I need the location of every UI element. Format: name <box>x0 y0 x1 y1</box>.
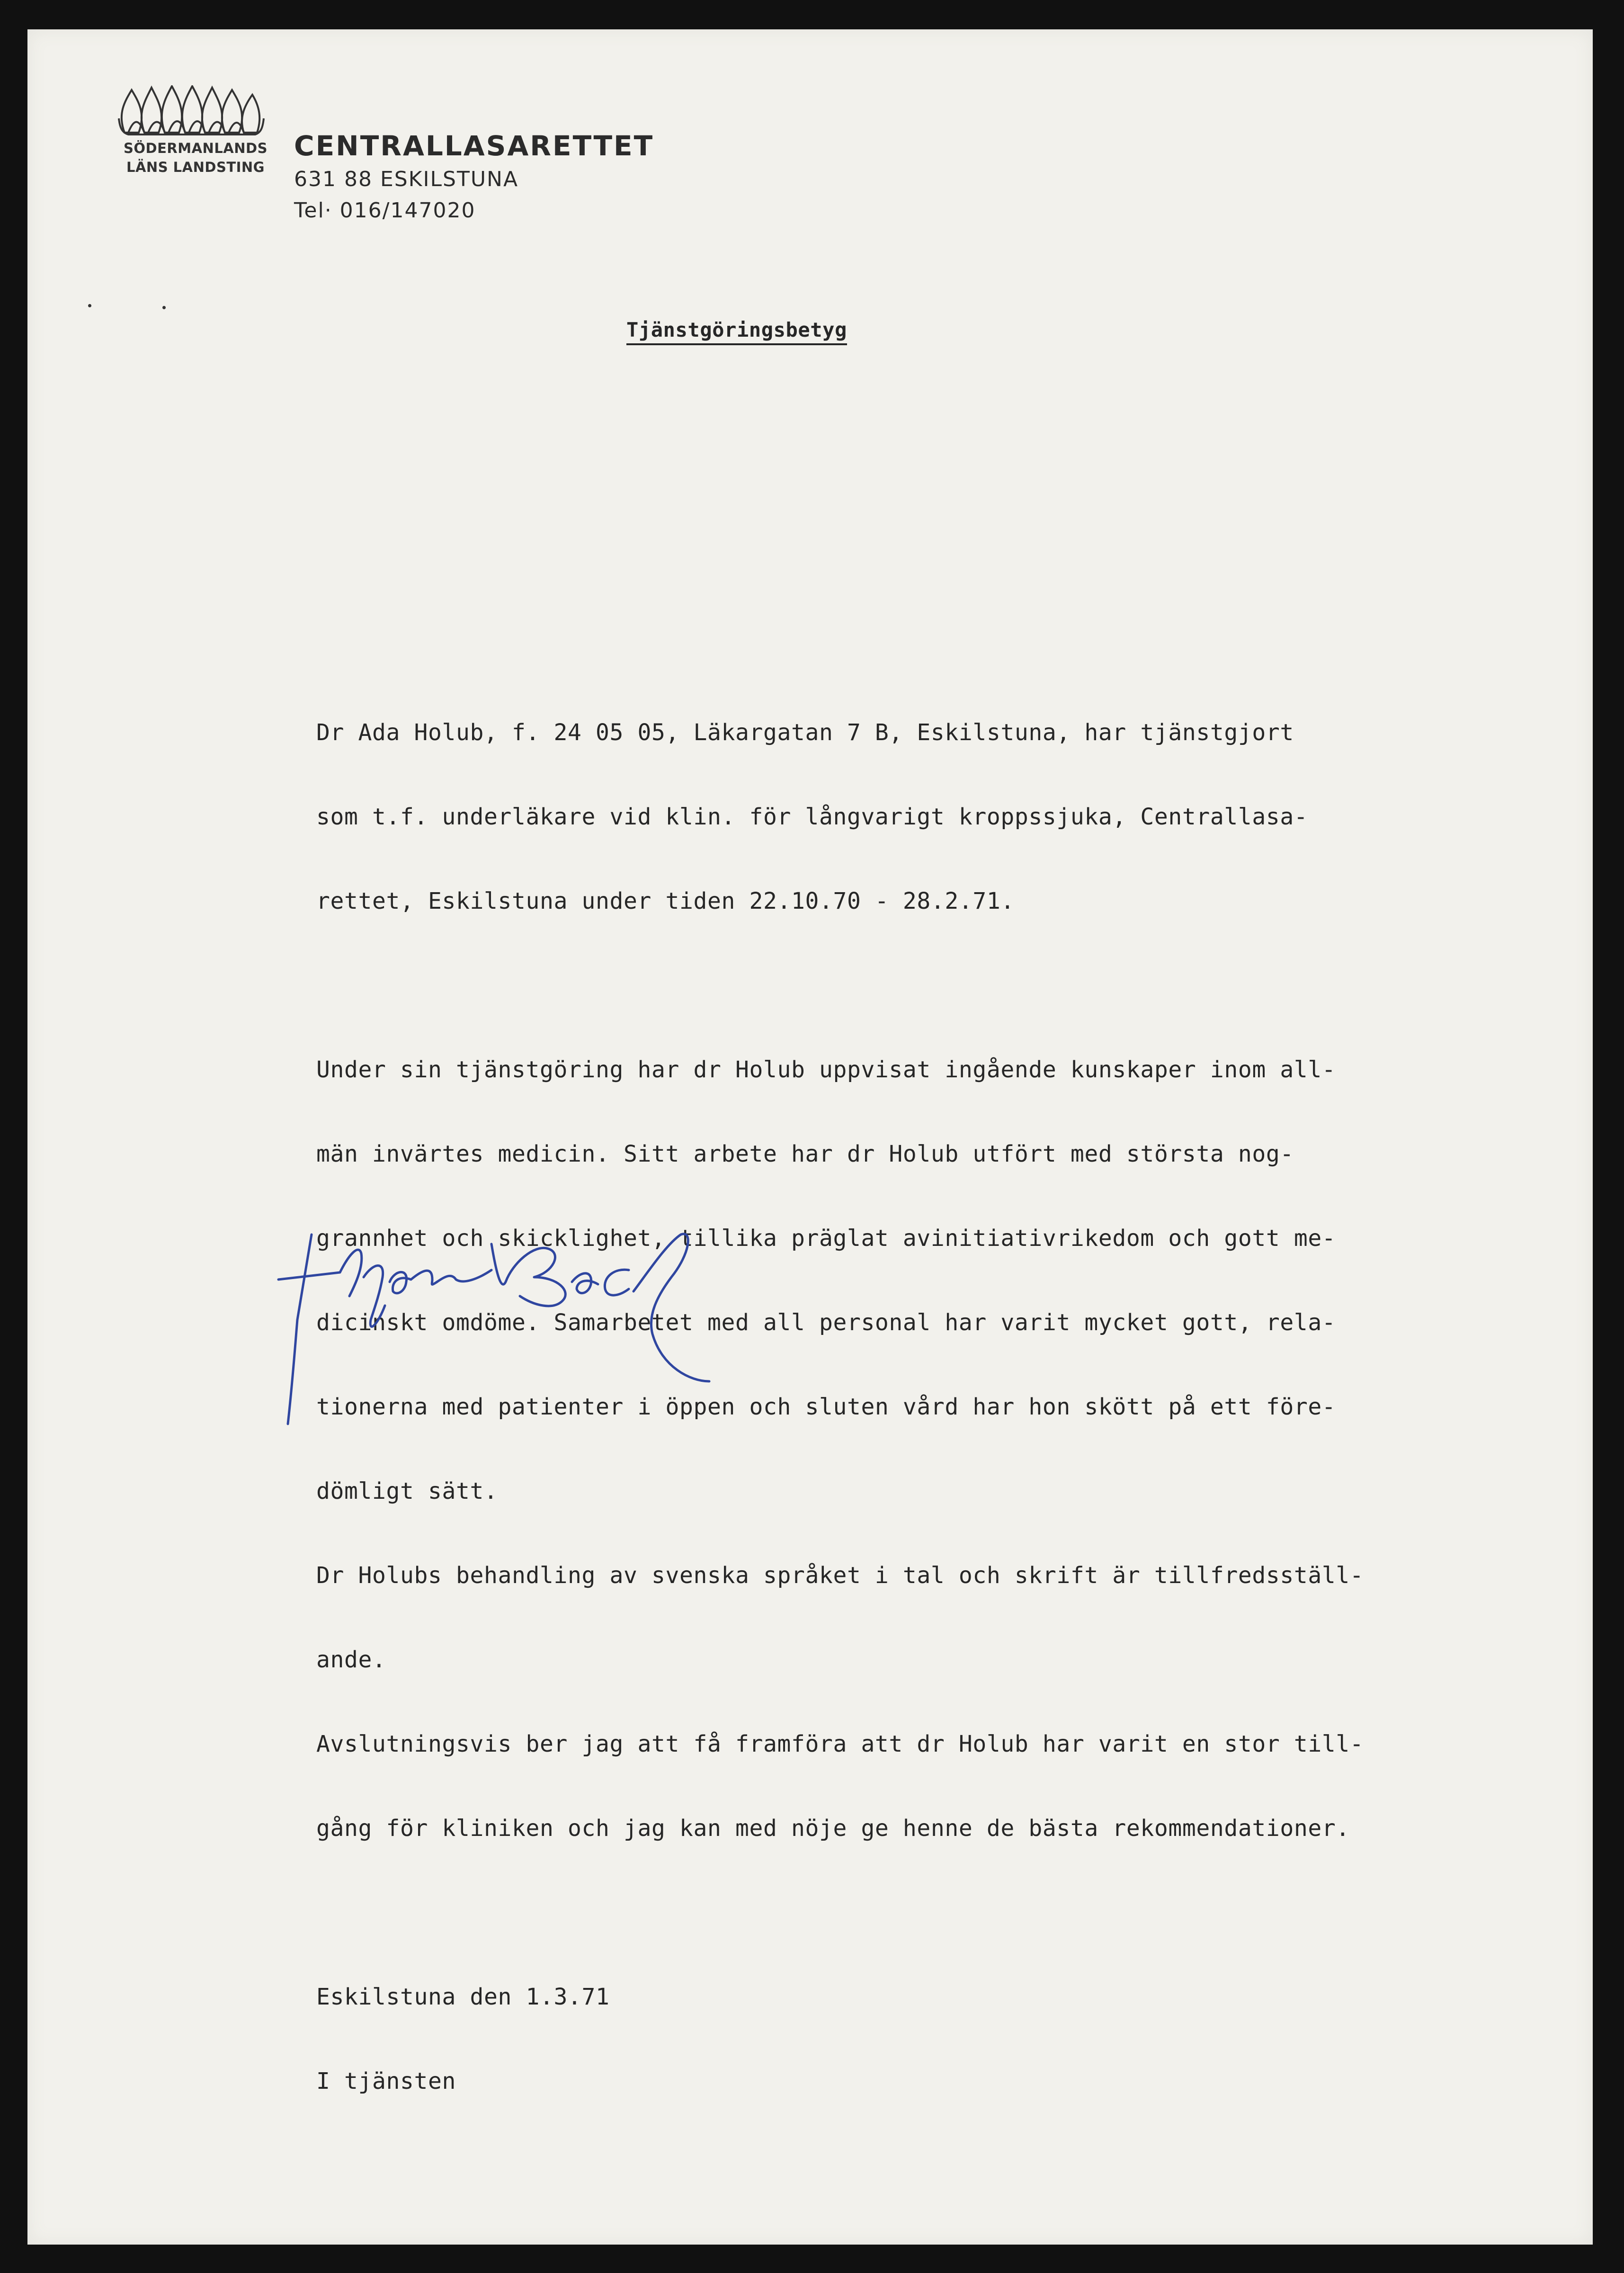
paper-speck <box>162 306 166 309</box>
body-line: Dr Ada Holub, f. 24 05 05, Läkargatan 7 B, Eskilstuna, har tjänstgjort <box>316 719 1294 746</box>
closing-phrase: I tjänsten <box>316 2068 456 2094</box>
body-line: Dr Holubs behandling av svenska språket i tal och skrift är tillfredsställ- <box>316 1562 1364 1589</box>
body-line: ande. <box>316 1647 386 1673</box>
body-line: dömligt sätt. <box>316 1478 498 1504</box>
body-line: Under sin tjänstgöring har dr Holub uppvisat ingående kunskaper inom all- <box>316 1056 1336 1083</box>
paragraph-gap <box>316 1897 1547 1928</box>
organization-address: 631 88 ESKILSTUNA <box>294 167 519 191</box>
letter-title: Tjänstgöringsbetyg <box>626 318 847 345</box>
body-line: gång för kliniken och jag kan med nöje ge henne de bästa rekommendationer. <box>316 1815 1350 1842</box>
organization-name: CENTRALLASARETTET <box>294 130 654 162</box>
body-line: grannhet och skicklighet, tillika präglat avinitiativrikedom och gott me- <box>316 1225 1336 1252</box>
body-line: dicinskt omdöme. Samarbetet med all personal har varit mycket gott, rela- <box>316 1309 1336 1336</box>
body-line: rettet, Eskilstuna under tiden 22.10.70 - 28.2.71. <box>316 888 1015 914</box>
letterhead-organization <box>294 128 654 226</box>
logo-caption-line2: LÄNS LANDSTING <box>126 159 265 175</box>
body-line: tionerna med patienter i öppen och sluten vård har hon skött på ett före- <box>316 1394 1336 1420</box>
paragraph-gap <box>316 970 1547 1001</box>
landsting-logo <box>115 85 276 175</box>
place-and-date: Eskilstuna den 1.3.71 <box>316 1984 610 2010</box>
signature-space <box>316 2150 1547 2181</box>
letter-page <box>27 29 1593 2245</box>
logo-caption-line1: SÖDERMANLANDS <box>124 140 268 156</box>
paper-speck <box>88 304 91 307</box>
handwritten-signature <box>269 1225 733 1462</box>
body-line: som t.f. underläkare vid klin. för långvarigt kroppssjuka, Centrallasa- <box>316 804 1308 830</box>
letter-body <box>316 664 1547 2273</box>
body-line: män invärtes medicin. Sitt arbete har dr Holub utfört med största nog- <box>316 1141 1294 1167</box>
organization-telephone: Tel· 016/147020 <box>294 198 476 223</box>
body-line: Avslutningsvis ber jag att få framföra att dr Holub har varit en stor till- <box>316 1731 1364 1757</box>
lotus-emblem-icon <box>115 85 267 137</box>
signature-strokes <box>278 1234 709 1424</box>
signature-space <box>316 2234 1547 2265</box>
